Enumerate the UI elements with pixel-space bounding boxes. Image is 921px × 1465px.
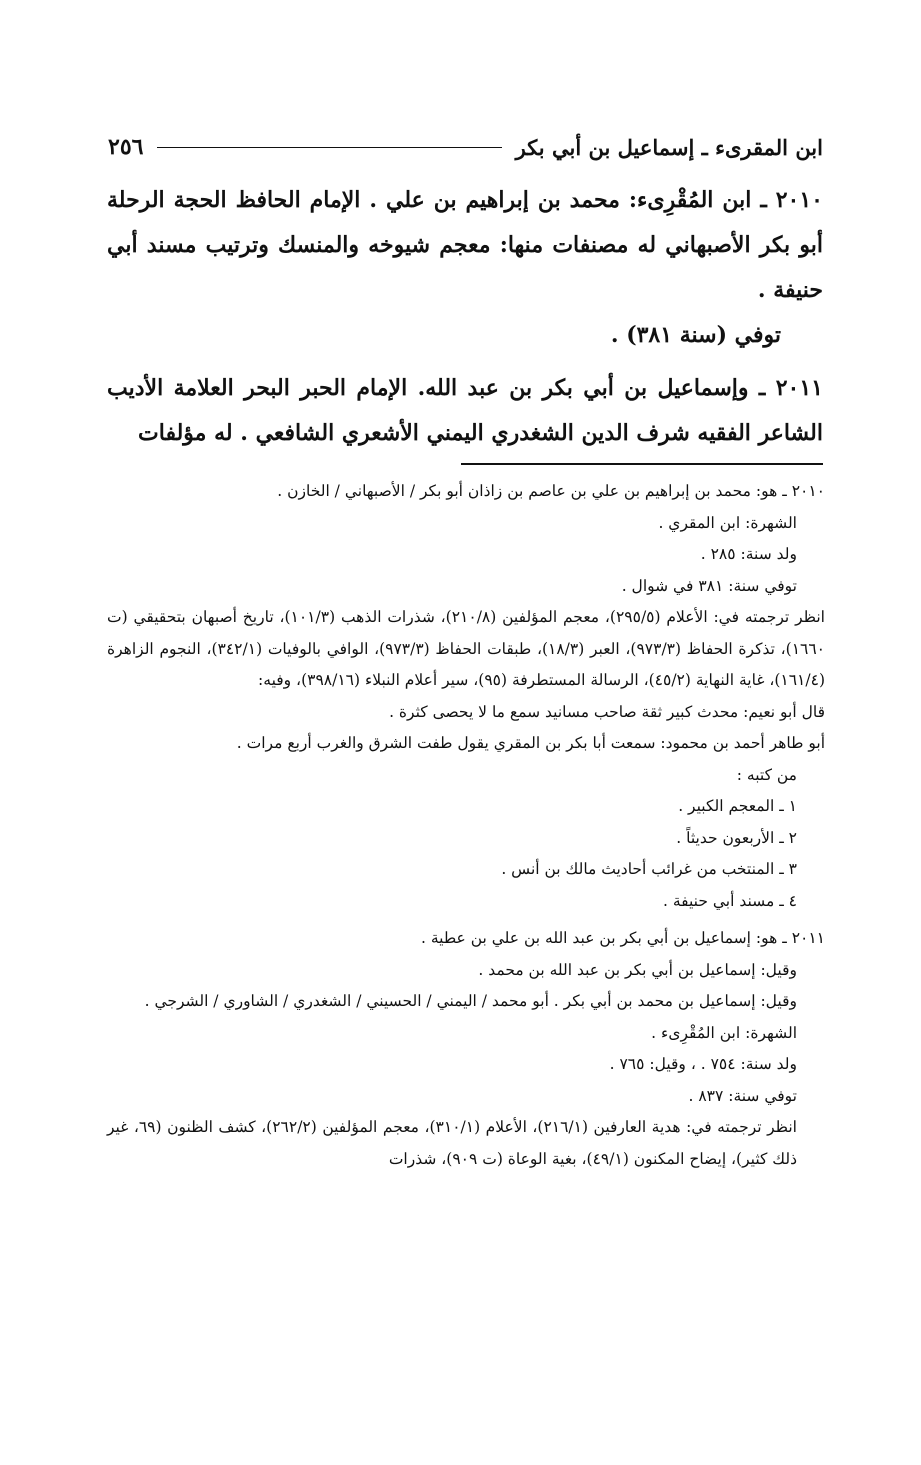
note-2010-book-1: ١ ـ المعجم الكبير . [678,797,797,815]
header-rule [157,147,501,148]
note-2010-born: ولد سنة: ٢٨٥ . [700,545,797,563]
entry-2010-name: ابن المُقْرِىء: [628,187,752,213]
note-2011-alt-name-2: وقيل: إسماعيل بن محمد بن أبي بكر . أبو محمد / اليمني / الحسيني / الشغدري / الشاوري / الشرجي . [144,992,797,1010]
note-2010-books-label: من كتبه : [736,765,797,784]
entry-2011-text: الإمام الحبر البحر العلامة الأديب الشاعر الفقيه شرف الدين الشغدري اليمني الأشعري الشافعي . له مؤلفات [107,375,823,446]
footnote-separator [461,463,823,465]
main-text [107,178,823,456]
entry-2011-name: وإسماعيل بن أبي بكر بن عبد الله. [417,375,749,401]
note-2010-book-2: ٢ ـ الأربعون حديثاً . [676,828,797,847]
note-2011-alt-name-1: وقيل: إسماعيل بن أبي بكر بن عبد الله بن محمد . [478,960,797,979]
entry-2011 [107,366,823,456]
footnotes [107,476,825,1175]
note-2010-fame: الشهرة: ابن المقري . [658,513,797,532]
note-2010-book-4: ٤ ـ مسند أبي حنيفة . [662,891,797,910]
note-2010-identity: ٢٠١٠ ـ هو: محمد بن إبراهيم بن علي بن عاصم بن زاذان أبو بكر / الأصبهاني / الخازن . [277,482,825,500]
entry-2010-death: توفي (سنة ٣٨١) . [610,322,781,348]
note-2010-quote-abu-nuaym: قال أبو نعيم: محدث كبير ثقة صاحب مسانيد سمع ما لا يحصى كثرة . [389,702,825,721]
note-2010-died: توفي سنة: ٣٨١ في شوال . [621,576,797,595]
entry-2010-text: محمد بن إبراهيم بن علي . الإمام الحافظ الحجة الرحلة أبو بكر الأصبهاني له مصنفات منها: معجم شيوخه والمنسك وترتيب مسند أبي حنيفة . [107,187,823,303]
note-2011-fame: الشهرة: ابن المُقْرِىء . [651,1023,797,1042]
entry-2010 [107,178,823,313]
page-number: ٢٥٦ [108,134,144,160]
note-2010-book-3: ٣ ـ المنتخب من غرائب أحاديث مالك بن أنس . [501,860,797,878]
note-2011-sources: انظر ترجمته في: هدية العارفين (٢١٦/١)، الأعلام (٣١٠/١)، معجم المؤلفين (٢٦٢/٢)، كشف الظنون (٦٩، غير ذلك كثير)، إيضاح المكنون (٤٩/١)، بغية الوعاة (ت ٩٠٩)، شذرات [107,1118,797,1168]
running-title: ابن المقرىء ـ إسماعيل بن أبي بكر [515,134,823,160]
note-2011-died: توفي سنة: ٨٣٧ . [688,1086,797,1105]
note-2011-born: ولد سنة: ٧٥٤ . ، وقيل: ٧٦٥ . [609,1055,797,1073]
note-2010-quote-abu-tahir: أبو طاهر أحمد بن محمود: سمعت أبا بكر بن المقري يقول طفت الشرق والغرب أربع مرات . [236,734,825,752]
note-2011-identity: ٢٠١١ ـ هو: إسماعيل بن أبي بكر بن عبد الله بن علي بن عطية . [420,929,825,947]
page-header [108,130,823,164]
note-2010-sources: انظر ترجمته في: الأعلام (٢٩٥/٥)، معجم المؤلفين (٢١٠/٨)، شذرات الذهب (١٠١/٣)، تاريخ أصبهان بتحقيقي (ت ١٦٦٠)، تذكرة الحفاظ (٩٧٣/٣)، العبر (١٨/٣)، طبقات الحفاظ (٩٧٣/٣)، الوافي بالوفيات (٣٤٢/١)، النجوم الزاهرة (١٦١/٤)، غاية النهاية (٤٥/٢)، الرسالة المستطرفة (٩٥)، سير أعلام النبلاء (٣٩٨/١٦)، وفيه: [107,608,825,689]
entry-2010-number: ٢٠١٠ ـ [760,187,823,213]
entry-2011-number: ٢٠١١ ـ [758,375,823,401]
